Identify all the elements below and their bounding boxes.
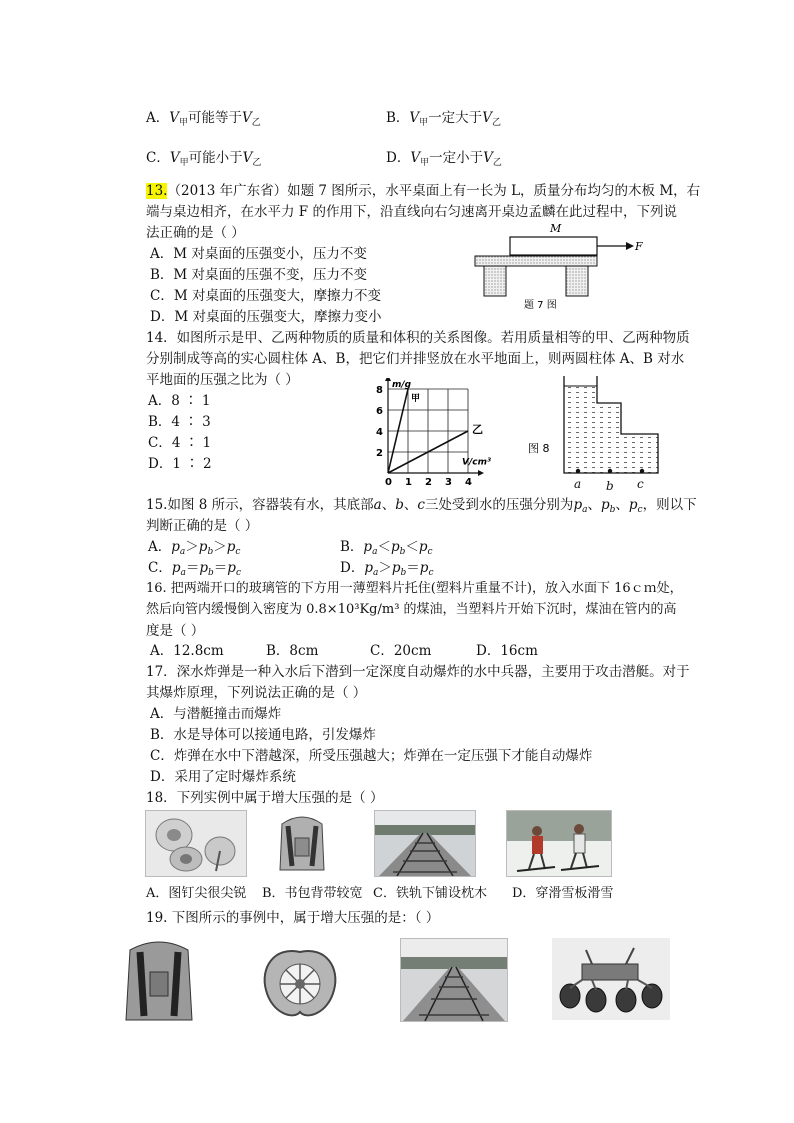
q13-stem-line1: 13.（2013 年广东省）如题 7 图所示，水平桌面上有一长为 L，质量分布均匀的木板 M，右 [146, 183, 701, 199]
q15-option-a: A．$p_a>p_b>p_c$ [148, 539, 241, 557]
q18-photo-backpack [270, 810, 335, 875]
q17-option-c: C．炸弹在水中下潜越深，所受压强越大；炸弹在一定压强下才能自动爆炸 [150, 748, 593, 764]
q19-stem: 19. 下图所示的事例中，属于增大压强的是：（ ） [146, 910, 440, 926]
q18-photo-thumbtacks [145, 810, 247, 877]
series-label: 甲 [411, 394, 421, 404]
q17-option-d: D．采用了定时爆炸系统 [150, 769, 296, 785]
q18-stem: 18．下列实例中属于增大压强的是（ ） [146, 790, 384, 806]
y-tick-label: 2 [376, 448, 383, 459]
q13-option-b: B．M 对桌面的压强不变，压力不变 [150, 267, 368, 283]
y-axis-arrow [385, 378, 391, 381]
q13-option-d: D．M 对桌面的压强变大，摩擦力变小 [150, 309, 382, 325]
y-tick-label: 6 [376, 406, 383, 417]
q16-option-c: C．20cm [370, 643, 432, 659]
y-tick-label: 4 [376, 427, 383, 438]
point-c [640, 469, 644, 473]
force-f-label: F [635, 240, 643, 253]
water-body [564, 386, 658, 473]
mass-volume-chart [362, 378, 507, 488]
q13-option-a: A．M 对桌面的压强变小，压力不变 [150, 246, 367, 262]
q13-table-figure [470, 220, 650, 310]
q13-option-c: C．M 对桌面的压强变大，摩擦力不变 [150, 288, 381, 304]
point-a-label: a [574, 477, 582, 491]
q19-photo-railway [400, 938, 508, 1022]
x-tick-label: 3 [445, 477, 452, 488]
q14-option-b: B．4 ∶ 3 [148, 414, 211, 430]
q16-stem-line1: 16. 把两端开口的玻璃管的下方用一薄塑料片托住(塑料片重量不计)，放入水面下 16ｃｍ处， [146, 581, 683, 596]
board-m-label: M [550, 222, 562, 235]
q14-stem-line2: 分别制成等高的实心圆柱体 A、B，把它们并排竖放在水平地面上，则两圆柱体 A、B 对水 [146, 351, 685, 367]
q17-stem-line1: 17．深水炸弹是一种入水后下潜到一定深度自动爆炸的水中兵器，主要用于攻击潜艇。对于 [146, 664, 690, 680]
q13-stem-line2: 端与桌边相齐，在水平力 F 的作用下，沿直线向右匀速离开桌边孟麟在此过程中，下列说 [146, 204, 677, 220]
table-leg-left [484, 266, 506, 296]
fig8-caption: 图 8 [528, 442, 550, 455]
q13-number: 13. [146, 183, 168, 199]
y-axis-label: m/g [392, 380, 412, 390]
q16-stem-line2: 然后向管内缓慢倒入密度为 0.8×10³Kg/m³ 的煤油，当塑料片开始下沉时，煤油在管内的高 [146, 602, 677, 617]
table-top [475, 256, 597, 266]
q16-option-d: D．16cm [476, 643, 538, 659]
q18-caption-a: A．图钉尖很尖锐 [146, 886, 247, 901]
q16-option-a: A．12.8cm [150, 643, 224, 659]
q17-option-a: A．与潜艇撞击而爆炸 [150, 706, 282, 722]
x-axis-label: V/cm³ [462, 457, 491, 468]
board-m [510, 237, 597, 255]
q14-option-d: D．1 ∶ 2 [148, 456, 212, 472]
fig8-container [520, 370, 665, 480]
x-tick-label: 4 [465, 477, 472, 488]
q14-option-c: C．4 ∶ 1 [148, 435, 212, 451]
q16-option-b: B．8cm [266, 643, 319, 659]
q19-photo-rover [552, 938, 670, 1020]
series-label: 乙 [472, 423, 483, 436]
x-tick-label: 2 [425, 477, 432, 488]
force-arrow-head [626, 242, 634, 250]
q15-option-b: B．$p_a<p_b<p_c$ [340, 539, 433, 557]
q18-caption-c: C．铁轨下铺设枕木 [373, 886, 487, 901]
q16-stem-line3: 度是（ ） [146, 623, 205, 639]
q15-stem-line1: 15.如图 8 所示，容器装有水，其底部a、b、c三处受到水的压强分别为$p_a$、$p_b$、$p_c$，则以下 [146, 497, 697, 515]
q18-photo-railway [374, 810, 476, 877]
q15-option-c: C．$p_a=p_b=p_c$ [148, 560, 241, 578]
q17-option-b: B．水是导体可以接通电路，引发爆炸 [150, 727, 376, 743]
q12-option-d: D．$V_甲$一定小于$V_乙$ [386, 150, 502, 168]
q18-caption-d: D．穿滑雪板滑雪 [512, 886, 614, 901]
q12-option-b: B．$V_甲$一定大于$V_乙$ [386, 110, 501, 128]
point-c-label: c [637, 477, 644, 491]
point-b-label: b [606, 479, 614, 493]
q19-photo-backpack [120, 938, 198, 1024]
q18-photo-skiing [506, 810, 612, 877]
q13-stem-line3: 法正确的是（ ） [146, 225, 245, 241]
x-axis-arrow [478, 470, 484, 476]
q19-photo-fruit-cutter [254, 942, 346, 1022]
q14-option-a: A．8 ∶ 1 [148, 393, 211, 409]
x-tick-label: 0 [385, 477, 392, 488]
q15-option-d: D．$p_a>p_b=p_c$ [340, 560, 434, 578]
q15-stem-line2: 判断正确的是（ ） [146, 518, 259, 534]
table-leg-right [566, 266, 588, 296]
point-a [576, 469, 580, 473]
point-b [608, 469, 612, 473]
y-tick-label: 8 [376, 385, 383, 396]
q18-caption-b: B．书包背带较宽 [262, 886, 363, 901]
q14-stem-line1: 14．如图所示是甲、乙两种物质的质量和体积的关系图像。若用质量相等的甲、乙两种物质 [146, 330, 690, 346]
q12-option-a: A．$V_甲$可能等于$V_乙$ [146, 110, 261, 128]
x-tick-label: 1 [405, 477, 412, 488]
q12-option-c: C．$V_甲$可能小于$V_乙$ [146, 150, 262, 168]
q13-figure-caption: 题 7 图 [524, 300, 557, 310]
q17-stem-line2: 其爆炸原理，下列说法正确的是（ ） [146, 685, 367, 701]
q14-stem-line3: 平地面的压强之比为（ ） [146, 372, 299, 388]
